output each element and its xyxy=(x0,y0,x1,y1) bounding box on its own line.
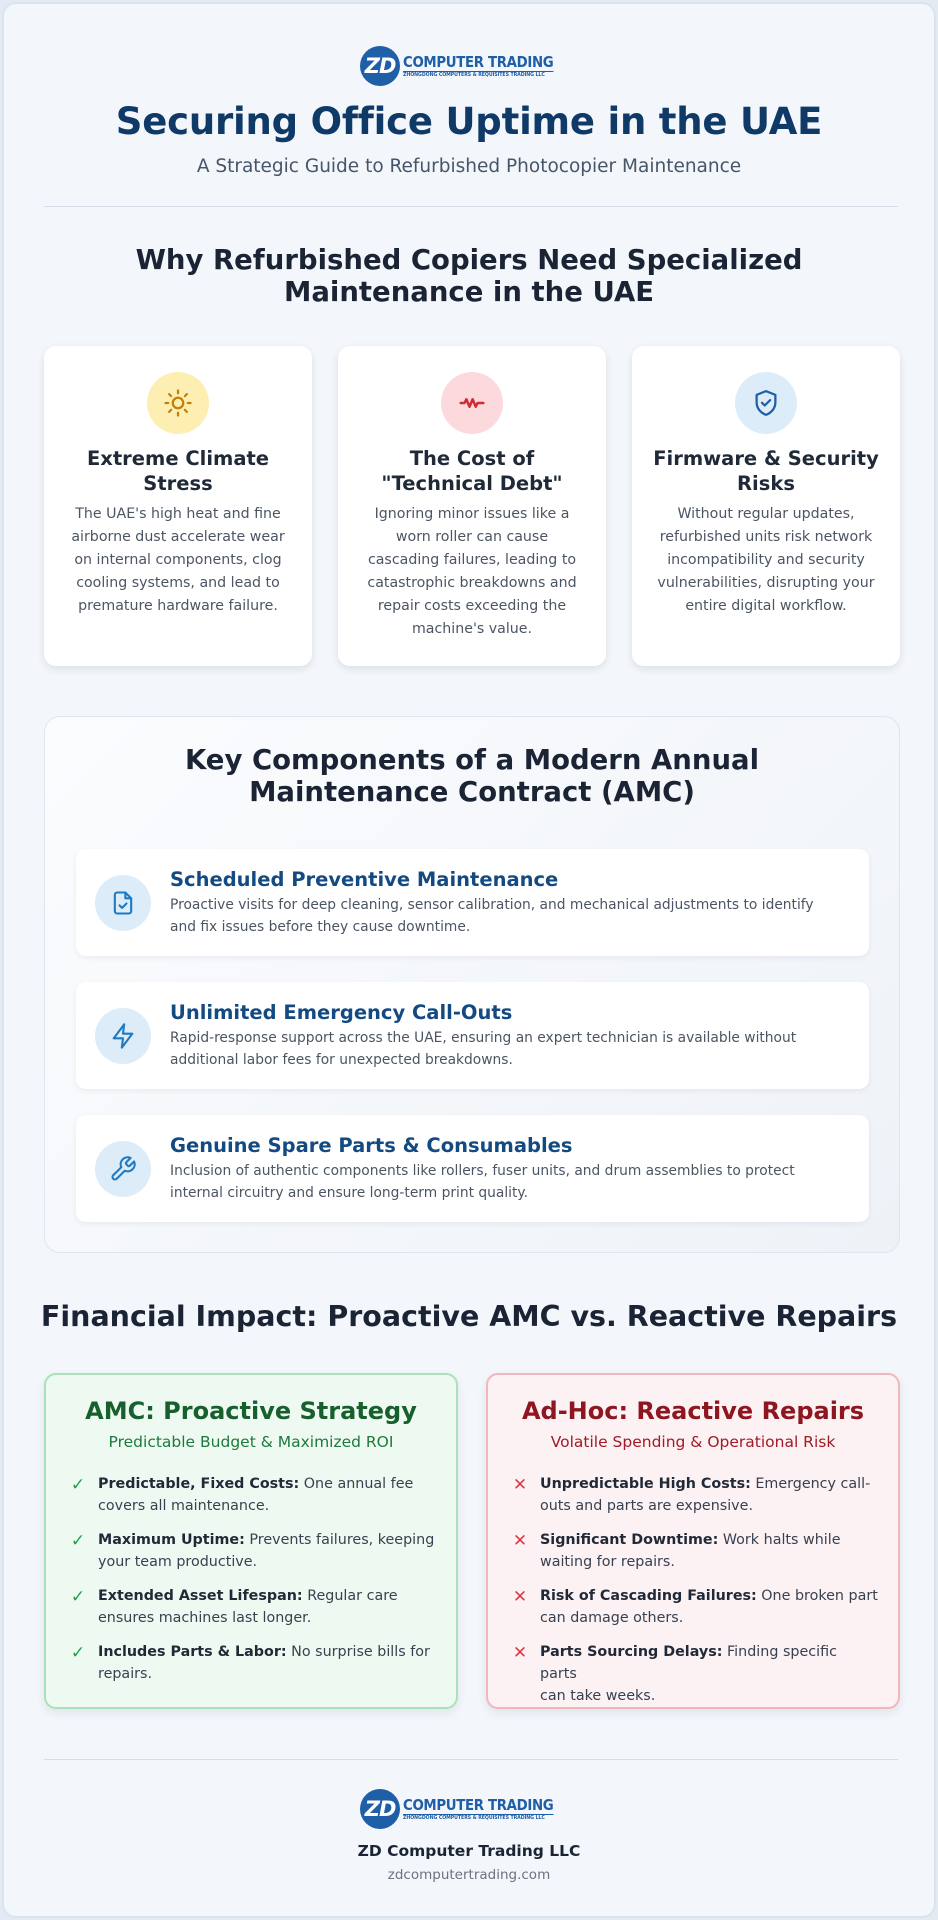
financial-section-title: Financial Impact: Proactive AMC vs. Reactive Repairs xyxy=(40,1300,898,1333)
climate-stress-card xyxy=(44,346,312,666)
footer-company-name: ZD Computer Trading LLC xyxy=(357,1842,581,1860)
proactive-strategy-card xyxy=(44,1373,458,1709)
reactive-drawback: Unpredictable High Costs: Emergency call- outs and parts are expensive. xyxy=(540,1476,871,1514)
wrench-icon xyxy=(95,1141,151,1197)
reactive-drawback: Parts Sourcing Delays: Finding specific parts can take weeks. xyxy=(540,1644,837,1704)
check-icon: ✓ xyxy=(70,1587,86,1607)
header-logo xyxy=(4,46,934,86)
cross-icon: ✕ xyxy=(512,1587,528,1607)
proactive-benefit: Extended Asset Lifespan: Regular care ensures machines last longer. xyxy=(98,1588,398,1626)
card-text: The UAE's high heat and fine airborne dust accelerate wear on internal components, clog cooling systems, and lead to premature hardware failure. xyxy=(71,506,285,614)
proactive-benefit: Predictable, Fixed Costs: One annual fee covers all maintenance. xyxy=(98,1476,414,1514)
footer-logo xyxy=(4,1789,934,1829)
technical-debt-card xyxy=(338,346,606,666)
reactive-title: Ad-Hoc: Reactive Repairs xyxy=(521,1397,865,1425)
amc-item-text: Rapid-response support across the UAE, ensuring an expert technician is available without additional labor fees for unexpected breakdowns. xyxy=(170,1030,797,1068)
proactive-title: AMC: Proactive Strategy xyxy=(85,1397,417,1425)
card-title: Extreme Climate Stress xyxy=(86,447,270,495)
logo-subtitle: ZHONGDONG COMPUTERS & REQUISITES TRADING LLC xyxy=(403,1814,553,1822)
logo-subtitle: ZHONGDONG COMPUTERS & REQUISITES TRADING LLC xyxy=(403,71,553,79)
amc-item-preventive-maintenance xyxy=(76,849,869,956)
reactive-drawback: Risk of Cascading Failures: One broken part can damage others. xyxy=(540,1588,878,1626)
page-subtitle: A Strategic Guide to Refurbished Photocopier Maintenance xyxy=(196,156,742,177)
proactive-subtitle: Predictable Budget & Maximized ROI xyxy=(108,1433,394,1451)
amc-item-title: Scheduled Preventive Maintenance xyxy=(170,868,559,891)
logo-mark: ZD xyxy=(360,46,400,86)
reactive-drawback: Significant Downtime: Work halts while waiting for repairs. xyxy=(540,1532,841,1570)
card-text: Ignoring minor issues like a worn roller can cause cascading failures, leading to catastrophic breakdowns and repair costs exceeding the machine's value. xyxy=(367,506,577,637)
check-icon: ✓ xyxy=(70,1643,86,1663)
reactive-repairs-card xyxy=(486,1373,900,1709)
amc-item-text: Proactive visits for deep cleaning, sensor calibration, and mechanical adjustments to identify and fix issues before they cause downtime. xyxy=(170,897,814,935)
infographic-page xyxy=(2,2,936,1918)
amc-item-emergency-callouts xyxy=(76,982,869,1089)
zigzag-icon xyxy=(441,372,503,434)
sun-icon xyxy=(147,372,209,434)
shield-check-icon xyxy=(735,372,797,434)
cross-icon: ✕ xyxy=(512,1475,528,1495)
logo-name: COMPUTER TRADING xyxy=(403,1795,554,1814)
why-section-title: Why Refurbished Copiers Need Specialized Maintenance in the UAE xyxy=(135,244,803,308)
amc-item-text: Inclusion of authentic components like rollers, fuser units, and drum assemblies to protect internal circuitry and ensure long-term print quality. xyxy=(170,1163,795,1201)
logo-mark: ZD xyxy=(360,1789,400,1829)
cross-icon: ✕ xyxy=(512,1643,528,1663)
check-icon: ✓ xyxy=(70,1531,86,1551)
firmware-security-card xyxy=(632,346,900,666)
page-title: Securing Office Uptime in the UAE xyxy=(115,100,823,143)
check-icon: ✓ xyxy=(70,1475,86,1495)
amc-components-panel xyxy=(44,716,900,1253)
reactive-subtitle: Volatile Spending & Operational Risk xyxy=(550,1433,836,1451)
card-text: Without regular updates, refurbished units risk network incompatibility and security vulnerabilities, disrupting your entire digital workflow. xyxy=(657,506,875,614)
document-check-icon xyxy=(95,875,151,931)
amc-item-title: Genuine Spare Parts & Consumables xyxy=(170,1134,573,1157)
footer-website-link[interactable]: zdcomputertrading.com xyxy=(387,1867,551,1883)
card-title: The Cost of "Technical Debt" xyxy=(381,447,563,495)
logo-name: COMPUTER TRADING xyxy=(403,52,554,71)
amc-item-spare-parts xyxy=(76,1115,869,1222)
header-divider xyxy=(44,206,898,207)
amc-item-title: Unlimited Emergency Call-Outs xyxy=(170,1001,513,1024)
amc-section-title: Key Components of a Modern Annual Maintenance Contract (AMC) xyxy=(184,744,760,808)
lightning-icon xyxy=(95,1008,151,1064)
cross-icon: ✕ xyxy=(512,1531,528,1551)
card-title: Firmware & Security Risks xyxy=(653,447,879,495)
footer-divider xyxy=(44,1759,898,1760)
proactive-benefit: Maximum Uptime: Prevents failures, keeping your team productive. xyxy=(98,1532,435,1570)
proactive-benefit: Includes Parts & Labor: No surprise bills for repairs. xyxy=(98,1644,430,1682)
